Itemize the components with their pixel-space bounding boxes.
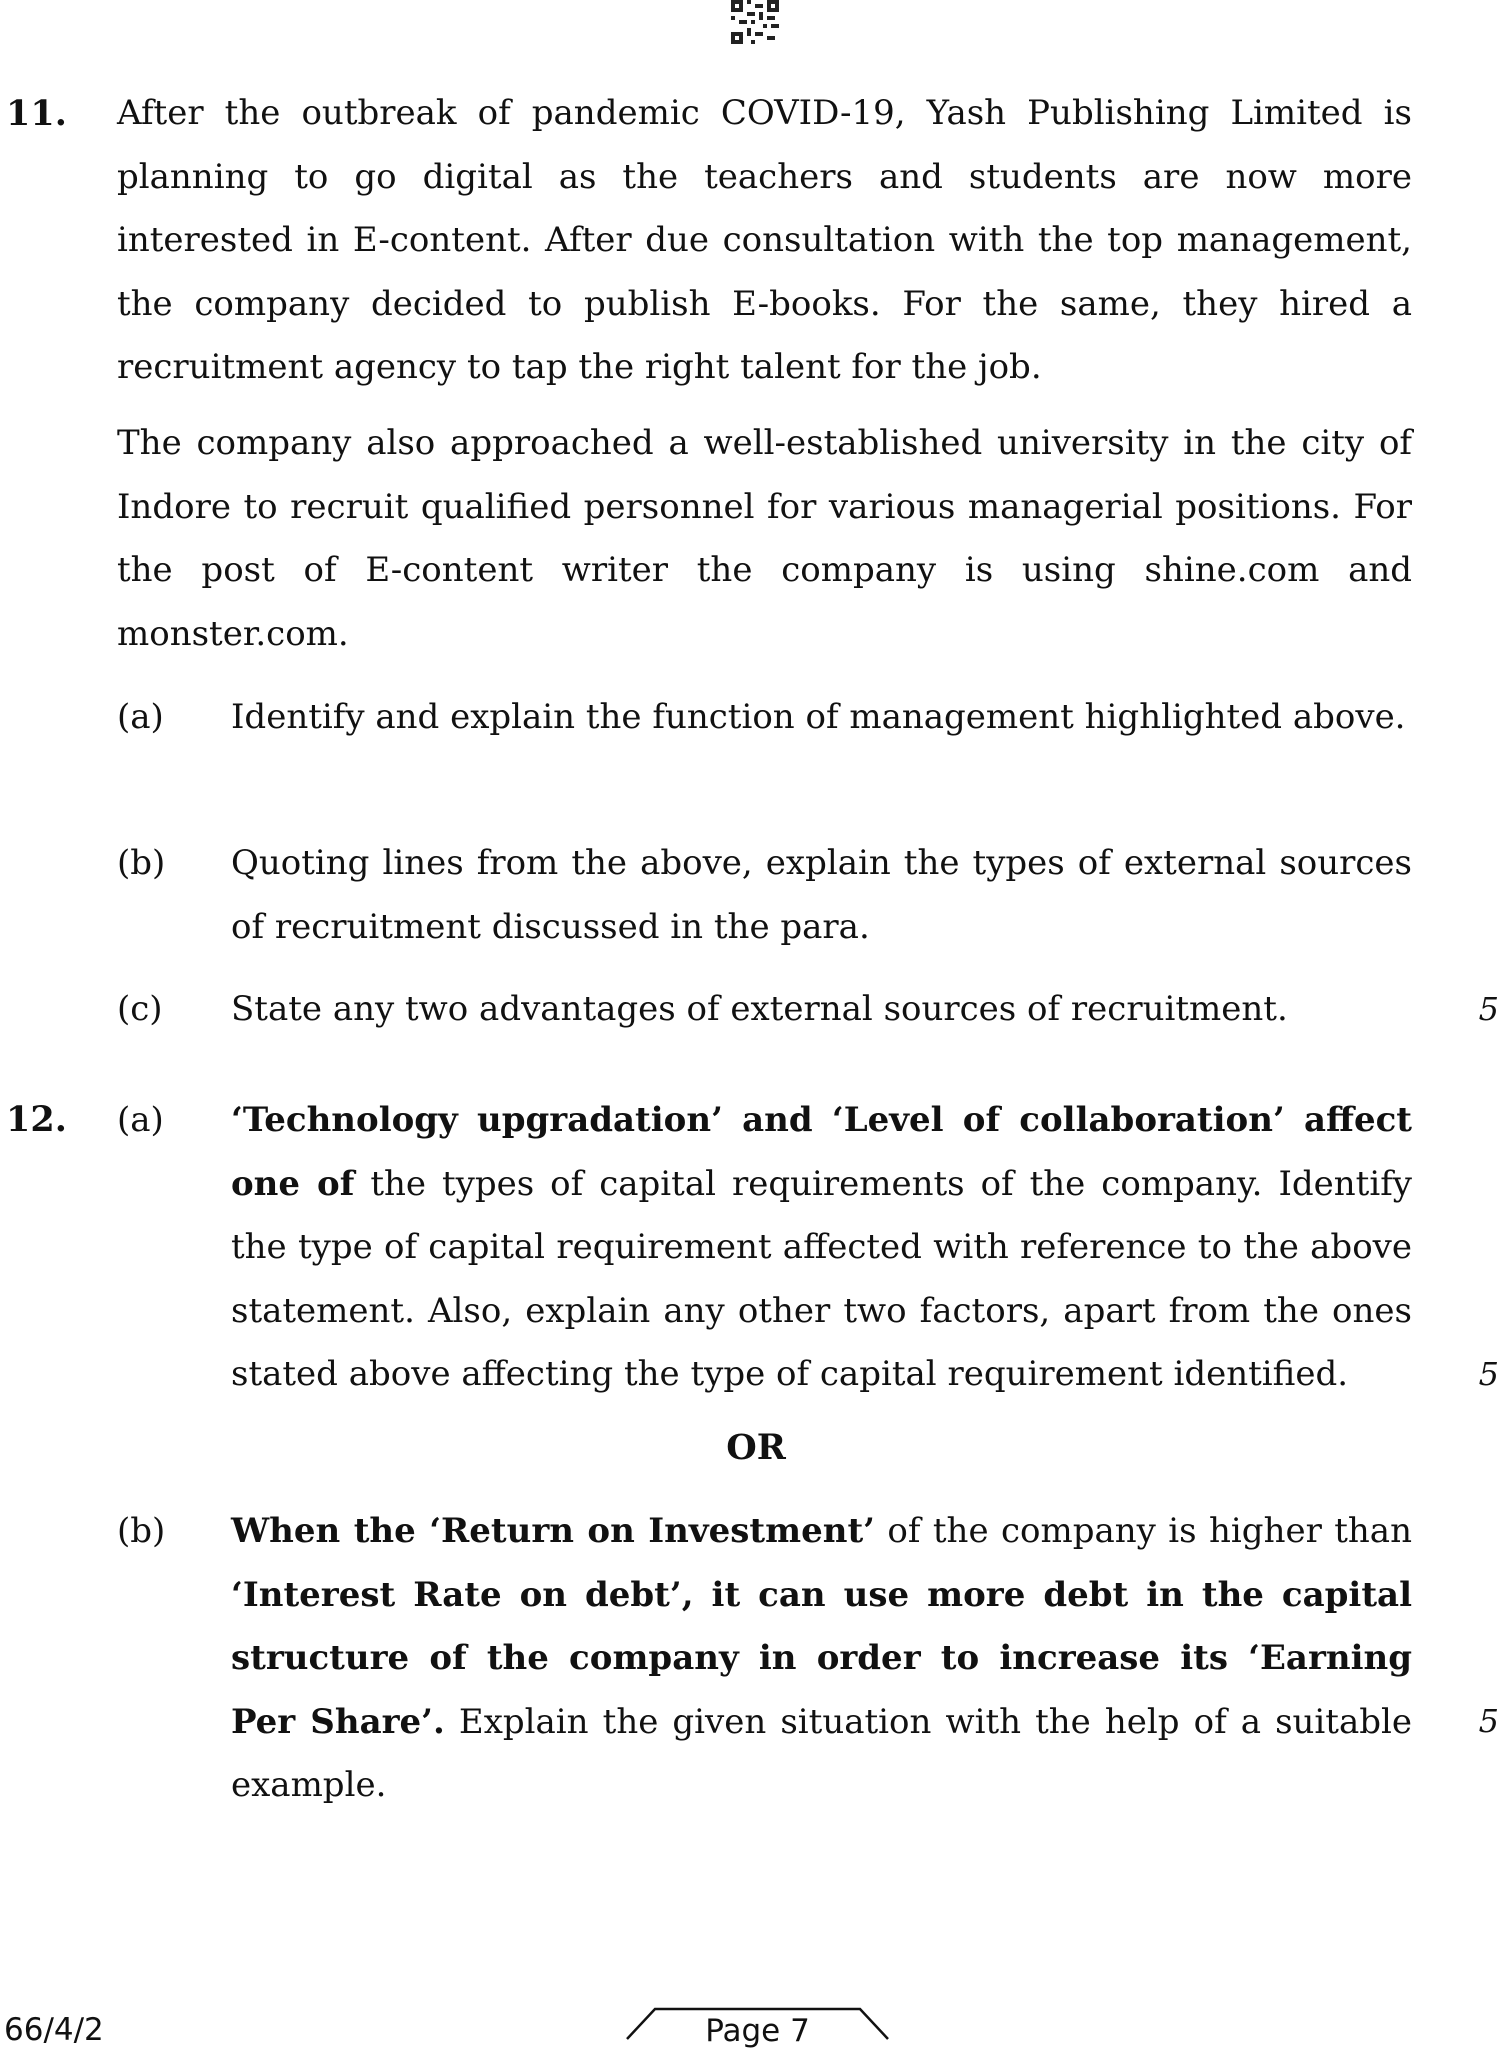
or-separator: OR — [726, 1427, 786, 1468]
part-text — [231, 1500, 1412, 1818]
question-11-paragraph-1: After the outbreak of pandemic COVID-19, Yash Publishing Limited is planning to go digital as the teachers and students are now more interested in E-content. After due consultation with the top management, the company decided to publish E-books. For the same, they hired a recruitment agency to tap the right talent for the job. — [117, 93, 1412, 387]
part-label: (b) — [117, 1511, 166, 1551]
page-number: Page 7 — [705, 2013, 810, 2049]
question-11-paragraph-2: The company also approached a well-established university in the city of Indore to recruit qualified personnel for various managerial positions. For the post of E-content writer the company is using shine.com and monster.com. — [117, 423, 1412, 654]
part-text: State any two advantages of external sources of recruitment. — [231, 989, 1288, 1029]
question-11-part-a — [117, 686, 1412, 750]
question-12b-marks: 5 — [1478, 1702, 1499, 1740]
question-12-part-a — [117, 1089, 1412, 1407]
part-bold-text-2: ‘Interest Rate on debt’, it can use more debt in the capital structure of the company in order to increase its ‘Earning Per Share’. — [231, 1574, 1412, 1742]
part-label: (b) — [117, 843, 166, 883]
question-11-marks: 5 — [1478, 990, 1499, 1028]
part-label: (a) — [117, 1100, 164, 1140]
page-number-tag — [625, 2003, 890, 2053]
qr-code-icon — [731, 0, 779, 44]
part-text: Quoting lines from the above, explain the types of external sources of recruitment discussed in the para. — [231, 843, 1412, 947]
part-plain-text-2: Explain the given situation with the help of a suitable example. — [231, 1701, 1412, 1805]
part-plain-text-1: of the company is higher than — [875, 1511, 1412, 1551]
part-label: (c) — [117, 989, 163, 1029]
part-text: Identify and explain the function of management highlighted above. — [231, 697, 1406, 737]
part-bold-text: ‘Technology upgradation’ and ‘Level of collaboration’ affect one of — [231, 1100, 1412, 1204]
question-12a-marks: 5 — [1478, 1355, 1499, 1393]
part-label: (a) — [117, 697, 164, 737]
part-bold-text-1: When the ‘Return on Investment’ — [231, 1511, 875, 1551]
question-11-part-b — [117, 832, 1412, 959]
part-plain-text: the types of capital requirements of the company. Identify the type of capital requirement affected with reference to the above statement. Also, explain any other two factors, apart from the ones stated above affecting the type of capital requirement identified. — [231, 1163, 1412, 1394]
paper-code: 66/4/2 — [4, 2012, 104, 2048]
question-number-11: 11. — [6, 93, 67, 134]
question-12-part-b — [117, 1500, 1412, 1818]
question-number-12: 12. — [6, 1099, 67, 1140]
part-text — [231, 1089, 1412, 1407]
question-11-part-c — [117, 978, 1412, 1042]
